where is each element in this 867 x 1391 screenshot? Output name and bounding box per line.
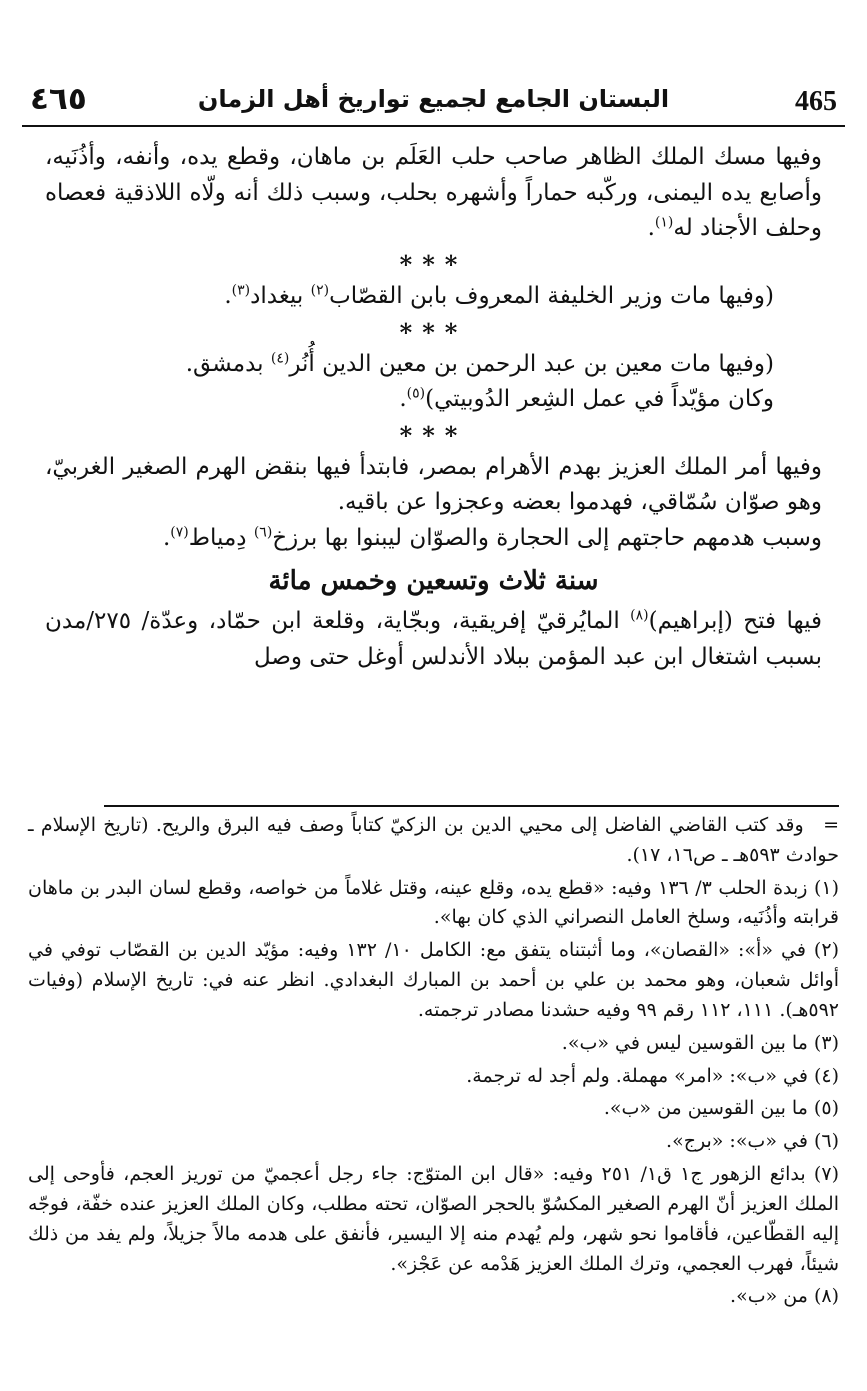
entry-3-description: وكان مؤيّداً في عمل الشِعر الدُوبيتي) (425, 386, 774, 413)
entry-2-place: بيغداد (250, 282, 304, 309)
entry-3-line-1 (45, 347, 822, 383)
entry-3-line-2 (45, 382, 822, 418)
entry-1-period: . (647, 215, 655, 242)
section-divider-1: *** (399, 249, 468, 279)
footnote-ref-6: (٦) (253, 524, 273, 541)
footnote-ref-5: (٥) (406, 385, 426, 402)
entry-4-period: . (162, 525, 171, 552)
running-title: البستان الجامع لجميع تواريخ أهل الزمان (197, 85, 670, 113)
page-number-latin: 465 (795, 86, 837, 117)
entry-4-place: دِمياط (188, 525, 247, 552)
footnote-4: (٤) في «ب»: «امر» مهملة. ولم أجد له ترجمة. (466, 1064, 839, 1087)
footnote-continuation-text: وقد كتب القاضي الفاضل إلى محيي الدين بن الزكيّ كتاباً وصف فيه البرق والريح. (تاريخ الإسلام ـ حوادث ٥٩٣هـ ـ ص١٦، ١٧). (28, 814, 839, 866)
entry-4-text: وفيها أمر الملك العزيز بهدم الأهرام بمصر، فابتدأ فيها بنقض الهرم الصغير الغربيّ، وهو صوّان سُمّاقي، فهدموا بعضه وعجزوا عن باقيه. (45, 453, 822, 516)
entry-3-period: . (399, 386, 407, 413)
footnote-continuation (28, 811, 839, 871)
main-text-area (45, 140, 822, 675)
entry-2 (45, 279, 822, 315)
entry-3-text: (وفيها مات معين بن عبد الرحمن بن معين الدين أُنُر (289, 350, 774, 377)
entry-2-text: (وفيها مات وزير الخليفة المعروف بابن القصّاب (329, 282, 774, 309)
entry-3 (45, 347, 822, 418)
section-divider-2: *** (399, 317, 468, 347)
footnote-ref-8: (٨) (630, 606, 649, 623)
entry-2-period: . (224, 282, 232, 309)
footnote-8: (٨) من «ب». (730, 1285, 839, 1308)
footnote-ref-3: (٣) (231, 282, 251, 299)
footnote-1: (١) زبدة الحلب ٣/ ١٣٦ وفيه: «قطع يده، وقلع عينه، وقتل غلاماً من خواصه، وقطع لسان البدر بن ماهان قرابته وأذُنَيه، وسلخ العامل النصراني الذي كان بها». (28, 876, 839, 929)
footnote-ref-1: (١) (654, 214, 674, 231)
footnote-3: (٣) ما بين القوسين ليس في «ب». (561, 1031, 839, 1054)
footnote-ref-4: (٤) (270, 349, 290, 366)
year-text-part-2: المايُرقيّ إفريقية، وبجّاية، وقلعة ابن حمّاد، وعدّة/ ٢٧٥/مدن بسبب اشتغال ابن عبد المؤمن ببلاد الأندلس أوغل حتى وصل (45, 607, 822, 670)
footnote-7: (٧) بدائع الزهور ج١ ق١/ ٢٥١ وفيه: «قال ابن المتوّج: جاء رجل أعجميّ من توريز العجم، فأوحى إلى الملك العزيز أنّ الهرم الصغير المكسُوّ بالحجر الصوّان، تحته مطلب، وكان الملك العزيز عنده خفّة، فوجّه إليه القطّاعين، فأقاموا نحو شهر، ولم يُهدم منه إلا اليسير، فأنفق على هدمه مالاً جزيلاً، ولم يفد من ذلك شيئاً، فهرب العجمي، وترك الملك العزيز هَدْمه عن عَجْز». (28, 1163, 839, 1275)
footnote-2: (٢) في «أ»: «القصان»، وما أثبتناه يتفق مع: الكامل ١٠/ ١٣٢ وفيه: مؤيّد الدين بن القصّاب توفي في أوائل شعبان، وهو محمد بن علي بن أحمد بن المبارك البغدادي. انظر عنه في: تاريخ الإسلام (وفيات ٥٩٢هـ). ١١١، ١١٢ رقم ٩٩ وفيه حشدنا مصادر ترجمته. (28, 939, 839, 1021)
footnote-ref-7: (٧) (170, 524, 189, 541)
footnote-5: (٥) ما بين القوسين من «ب». (603, 1097, 839, 1120)
year-text (45, 603, 822, 676)
entry-4 (45, 450, 822, 557)
footnote-6: (٦) في «ب»: «برج». (666, 1130, 839, 1153)
year-heading: سنة ثلاث وتسعين وخمس مائة (268, 565, 599, 596)
footnote-rule (104, 805, 839, 807)
entry-3-place: بدمشق. (185, 350, 264, 377)
footnote-ref-2: (٢) (310, 282, 330, 299)
header-rule (22, 125, 845, 127)
page-header (22, 81, 845, 128)
section-divider-3: *** (399, 420, 468, 450)
year-text-part-1: فيها فتح (إبراهيم) (648, 607, 822, 634)
entry-1 (45, 140, 822, 247)
entry-2-line (45, 279, 822, 315)
entry-4-cause: وسبب هدمهم حاجتهم إلى الحجارة والصوّان ليبنوا بها برزخ (272, 525, 822, 552)
page-number-arabic: ٤٦٥ (30, 81, 87, 117)
continuation-marker: = (823, 814, 839, 836)
entry-1-text: وفيها مسك الملك الظاهر صاحب حلب العَلَم بن ماهان، وقطع يده، وأنفه، وأذُنَيه، وأصابع يده اليمنى، وركّبه حماراً وأشهره بحلب، وسبب ذلك أنه ولّاه اللاذقية فعصاه وحلف الأجناد له (45, 144, 822, 242)
footnotes-section (28, 805, 839, 1315)
